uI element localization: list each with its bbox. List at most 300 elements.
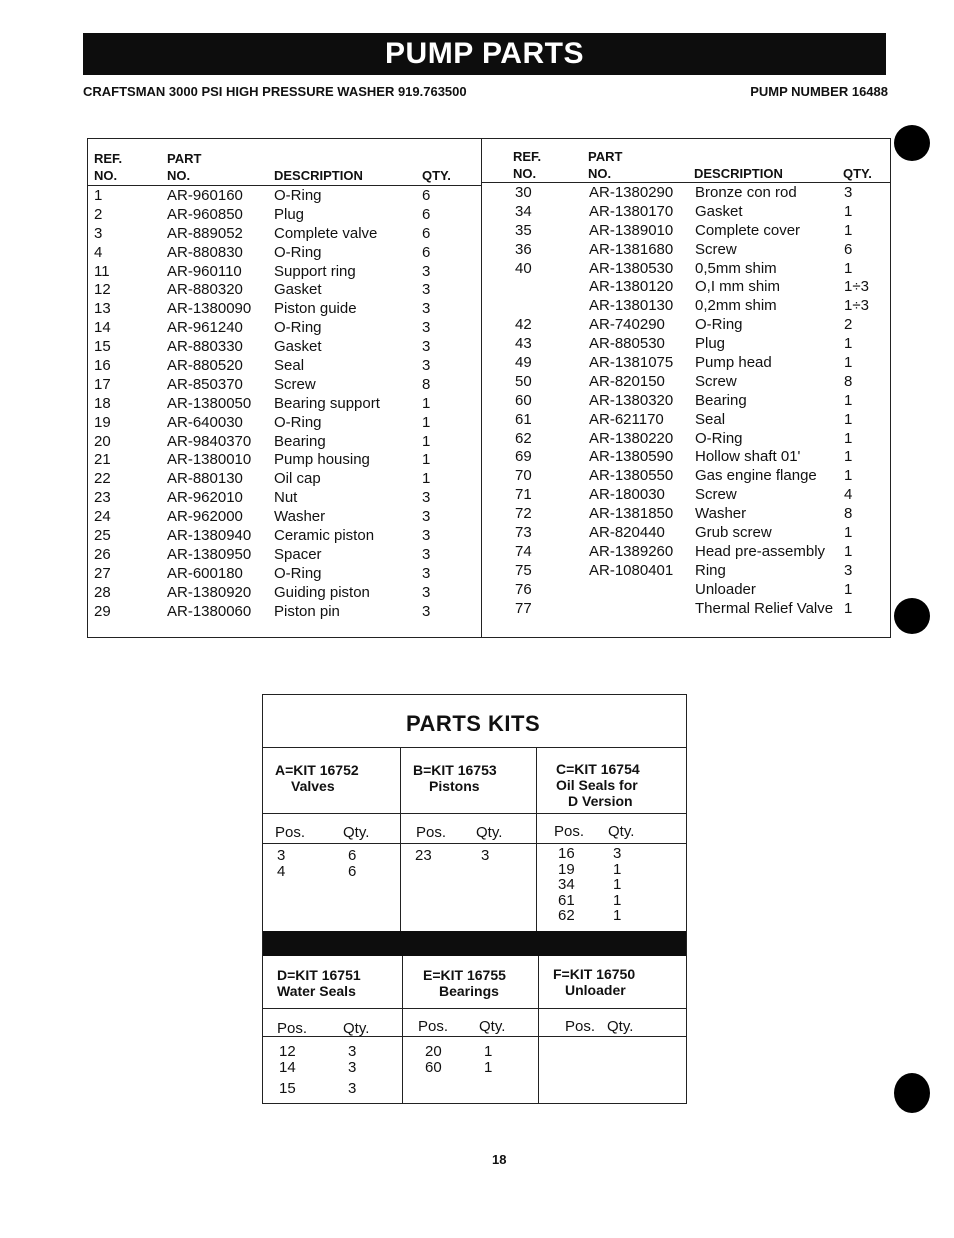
- cell-qty: 6: [422, 243, 431, 261]
- table-row: [88, 187, 481, 206]
- kit-items: [263, 846, 686, 924]
- table-row: [481, 241, 890, 260]
- cell-qty: 1: [844, 467, 853, 485]
- cell-description: Ceramic piston: [274, 527, 375, 545]
- table-row: [481, 297, 890, 316]
- model-subtitle: CRAFTSMAN 3000 PSI HIGH PRESSURE WASHER 919.763500: [83, 84, 467, 99]
- cell-part-no: AR-1380940: [167, 527, 252, 545]
- cell-qty: 3: [422, 489, 431, 507]
- cell-qty: 3: [422, 564, 431, 582]
- cell-qty: 1: [844, 354, 853, 372]
- cell-ref-no: 26: [94, 545, 111, 563]
- cell-part-no: AR-621170: [589, 410, 664, 428]
- cell-qty: 3: [422, 300, 431, 318]
- kit-header-line2: Pistons: [429, 778, 480, 794]
- cell-description: Piston pin: [274, 602, 340, 620]
- pos-qty-header: [263, 823, 686, 841]
- cell-ref-no: 71: [515, 486, 532, 504]
- cell-description: Bearing: [695, 391, 747, 409]
- kit-item-pos: 14: [279, 1058, 296, 1076]
- qty-label: Qty.: [479, 1018, 506, 1035]
- cell-qty: 8: [422, 375, 431, 393]
- kit-item-qty: 1: [484, 1043, 493, 1060]
- table-row: [88, 451, 481, 470]
- cell-part-no: AR-1080401: [589, 561, 674, 579]
- cell-part-no: AR-1380170: [589, 202, 674, 220]
- cell-description: O-Ring: [274, 564, 322, 582]
- kit-item-pos: 15: [279, 1080, 296, 1097]
- cell-description: Bronze con rod: [695, 184, 797, 201]
- kit-header-line3: D Version: [568, 793, 633, 809]
- table-row: [481, 354, 890, 373]
- cell-description: Seal: [274, 357, 305, 375]
- table-row: [481, 260, 890, 279]
- cell-description: O,I mm shim: [695, 278, 780, 296]
- cell-ref-no: 16: [94, 357, 111, 375]
- table-row: [481, 335, 890, 354]
- kit-item-pos: 34: [558, 876, 575, 893]
- table-row: [481, 203, 890, 222]
- cell-qty: 1: [422, 432, 431, 450]
- punch-hole: [894, 1073, 930, 1113]
- cell-ref-no: 11: [94, 262, 110, 280]
- cell-qty: 1: [844, 391, 853, 409]
- cell-part-no: AR-180030: [589, 486, 665, 504]
- cell-qty: 3: [422, 508, 431, 526]
- kit-item-row: [263, 846, 686, 862]
- cell-ref-no: 13: [94, 300, 111, 318]
- cell-part-no: AR-961240: [167, 319, 243, 337]
- kit-item-qty: 1: [613, 907, 622, 924]
- cell-qty: 1: [844, 448, 853, 466]
- cell-part-no: AR-1380050: [167, 394, 252, 412]
- cell-qty: 6: [422, 187, 431, 204]
- cell-qty: 1: [844, 335, 853, 353]
- cell-part-no: AR-850370: [167, 375, 243, 393]
- cell-qty: 3: [422, 319, 431, 337]
- table-row: [88, 565, 481, 584]
- cell-ref-no: 74: [515, 542, 532, 560]
- cell-ref-no: 36: [515, 240, 532, 258]
- kit-items: [263, 1044, 686, 1075]
- table-row: [481, 448, 890, 467]
- cell-ref-no: 22: [94, 470, 111, 488]
- page-number: 18: [492, 1152, 507, 1167]
- cell-ref-no: 77: [515, 599, 532, 617]
- description-header-right: DESCRIPTION: [694, 166, 783, 181]
- table-row: [88, 489, 481, 508]
- kit-item-qty: 3: [613, 845, 622, 862]
- ref-header: REF. NO.: [94, 151, 123, 183]
- qty-label: Qty.: [343, 1020, 370, 1037]
- cell-ref-no: 40: [515, 259, 532, 277]
- parts-kits-box: [262, 694, 687, 1104]
- cell-ref-no: 3: [94, 224, 103, 242]
- cell-ref-no: 20: [94, 432, 111, 450]
- cell-part-no: AR-880530: [589, 335, 665, 353]
- cell-description: Piston guide: [274, 300, 357, 318]
- cell-qty: 1: [844, 429, 853, 447]
- pos-qty-header: [263, 1018, 686, 1036]
- cell-ref-no: 50: [515, 372, 532, 390]
- table-row: [88, 263, 481, 282]
- cell-qty: 1: [844, 599, 853, 617]
- table-row: [481, 411, 890, 430]
- cell-qty: 1: [422, 413, 431, 431]
- cell-qty: 1÷3: [844, 297, 869, 315]
- kit-item-qty: 6: [348, 847, 357, 864]
- cell-description: Head pre-assembly: [695, 542, 826, 560]
- kit-header-line1: C=KIT 16754: [556, 761, 640, 777]
- table-row: [88, 206, 481, 225]
- cell-description: Washer: [695, 505, 747, 523]
- table-row: [481, 486, 890, 505]
- cell-ref-no: 72: [515, 505, 532, 523]
- kit-item-pos: 60: [425, 1058, 442, 1076]
- table-row: [481, 562, 890, 581]
- kit-item-row: [263, 893, 686, 909]
- cell-ref-no: 29: [94, 602, 111, 620]
- ref-header-right: REF. NO.: [513, 149, 542, 181]
- cell-ref-no: 76: [515, 580, 532, 598]
- cell-part-no: AR-1380060: [167, 602, 252, 620]
- cell-ref-no: 1: [94, 187, 103, 204]
- table-row: [88, 414, 481, 433]
- punch-hole: [894, 598, 930, 634]
- cell-qty: 8: [844, 372, 853, 390]
- cell-part-no: AR-880320: [167, 281, 243, 299]
- cell-qty: 1: [844, 202, 853, 220]
- cell-qty: 6: [422, 224, 431, 242]
- cell-part-no: AR-1380090: [167, 300, 252, 318]
- kit-header-line1: D=KIT 16751: [277, 967, 361, 983]
- cell-qty: 2: [844, 316, 853, 334]
- kit-header: [556, 761, 640, 809]
- cell-part-no: AR-960850: [167, 205, 243, 223]
- pos-label: Pos.: [554, 823, 585, 840]
- kit-item-pos: 4: [277, 862, 286, 880]
- cell-description: O-Ring: [274, 243, 322, 261]
- cell-description: Unloader: [695, 580, 756, 598]
- kit-item-pos: 23: [415, 847, 432, 864]
- cell-qty: 3: [422, 602, 431, 620]
- kit-item-qty: 3: [481, 847, 490, 864]
- cell-ref-no: 21: [94, 451, 111, 469]
- kit-item-pos: 3: [277, 847, 286, 864]
- right-parts-list: [481, 184, 890, 618]
- kits-title: PARTS KITS: [406, 711, 541, 736]
- kit-header-line2: Water Seals: [277, 983, 356, 999]
- cell-qty: 1÷3: [844, 278, 869, 296]
- table-row: [481, 543, 890, 562]
- cell-part-no: AR-880830: [167, 243, 243, 261]
- cell-ref-no: 42: [515, 316, 532, 334]
- table-row: [481, 316, 890, 335]
- cell-description: Washer: [274, 508, 326, 526]
- table-row: [481, 505, 890, 524]
- cell-part-no: AR-1380320: [589, 391, 674, 409]
- cell-qty: 1: [422, 394, 431, 412]
- cell-qty: 6: [844, 240, 853, 258]
- table-row: [88, 357, 481, 376]
- cell-part-no: AR-960110: [167, 262, 242, 280]
- cell-part-no: AR-1380130: [589, 297, 674, 315]
- cell-part-no: AR-1380120: [589, 278, 674, 296]
- kit-header: [553, 966, 635, 998]
- cell-part-no: AR-820150: [589, 372, 665, 390]
- qty-label: Qty.: [608, 823, 635, 840]
- kit-item-row: [263, 1060, 686, 1076]
- kit-item-pos: 61: [558, 891, 575, 909]
- cell-qty: 3: [422, 338, 431, 356]
- table-row: [481, 430, 890, 449]
- kit-header-line1: E=KIT 16755: [423, 967, 506, 983]
- cell-qty: 3: [844, 184, 853, 201]
- kit-header: [277, 967, 361, 999]
- table-row: [481, 524, 890, 543]
- description-header: DESCRIPTION: [274, 168, 363, 183]
- cell-ref-no: 30: [515, 184, 532, 201]
- kit-item-qty: 1: [613, 860, 622, 878]
- cell-part-no: AR-880330: [167, 338, 243, 356]
- cell-ref-no: 24: [94, 508, 111, 526]
- cell-qty: 1: [422, 470, 431, 488]
- cell-part-no: AR-1389260: [589, 542, 674, 560]
- cell-description: Complete valve: [274, 224, 378, 242]
- table-row: [88, 584, 481, 603]
- kit-item-qty: 3: [348, 1080, 357, 1097]
- table-row: [88, 300, 481, 319]
- table-row: [481, 581, 890, 600]
- cell-description: 0,5mm shim: [695, 259, 777, 277]
- cell-ref-no: 2: [94, 205, 103, 223]
- cell-qty: 6: [422, 205, 431, 223]
- qty-label: Qty.: [607, 1018, 634, 1035]
- kit-item-pos: 62: [558, 907, 575, 924]
- cell-part-no: AR-1380530: [589, 259, 674, 277]
- cell-ref-no: 12: [94, 281, 111, 299]
- cell-ref-no: 18: [94, 394, 111, 412]
- table-row: [88, 470, 481, 489]
- kit-item-row: [263, 877, 686, 893]
- cell-description: Screw: [695, 372, 737, 390]
- cell-qty: 8: [844, 505, 853, 523]
- cell-description: Ring: [695, 561, 726, 579]
- cell-part-no: AR-1389010: [589, 221, 674, 239]
- table-row: [88, 546, 481, 565]
- cell-ref-no: 43: [515, 335, 532, 353]
- cell-ref-no: 35: [515, 221, 532, 239]
- left-parts-list: [88, 187, 481, 621]
- cell-part-no: AR-962000: [167, 508, 243, 526]
- cell-qty: 1: [844, 524, 853, 542]
- cell-part-no: AR-9840370: [167, 432, 252, 450]
- kit-header: [275, 762, 359, 794]
- cell-part-no: AR-1381850: [589, 505, 674, 523]
- cell-description: Hollow shaft 01': [695, 448, 801, 466]
- cell-part-no: AR-960160: [167, 187, 243, 204]
- page-title: PUMP PARTS: [83, 33, 886, 75]
- cell-qty: 3: [844, 561, 853, 579]
- parts-table: [87, 138, 891, 638]
- cell-description: Nut: [274, 489, 298, 507]
- cell-ref-no: 60: [515, 391, 532, 409]
- kit-header-line1: F=KIT 16750: [553, 966, 636, 982]
- cell-description: Gas engine flange: [695, 467, 817, 485]
- cell-part-no: AR-600180: [167, 564, 243, 582]
- kit-item-qty: 1: [484, 1058, 493, 1076]
- kit-item-qty: 1: [613, 876, 622, 893]
- cell-ref-no: 17: [94, 375, 111, 393]
- kit-header-line2: Valves: [291, 778, 335, 794]
- cell-ref-no: 14: [94, 319, 111, 337]
- cell-part-no: AR-1380220: [589, 429, 674, 447]
- cell-qty: 1: [844, 410, 853, 428]
- cell-ref-no: 27: [94, 564, 111, 582]
- cell-description: Complete cover: [695, 221, 801, 239]
- kit-item-row: [263, 862, 686, 878]
- table-row: [88, 433, 481, 452]
- cell-description: Gasket: [274, 281, 322, 299]
- cell-part-no: AR-1381075: [589, 354, 674, 372]
- part-header-right: PART NO.: [588, 149, 623, 181]
- pos-label: Pos.: [418, 1018, 449, 1035]
- kit-item-pos: 12: [279, 1043, 296, 1060]
- cell-description: Bearing support: [274, 394, 380, 412]
- table-row: [88, 395, 481, 414]
- kit-item-pos: 19: [558, 860, 575, 878]
- pump-number: PUMP NUMBER 16488: [750, 84, 888, 99]
- cell-ref-no: 34: [515, 202, 532, 220]
- cell-part-no: AR-1380950: [167, 545, 252, 563]
- cell-qty: 3: [422, 281, 431, 299]
- table-row: [481, 373, 890, 392]
- part-header: PART NO.: [167, 151, 202, 183]
- table-row: [481, 392, 890, 411]
- cell-part-no: AR-889052: [167, 224, 243, 242]
- cell-qty: 3: [422, 545, 431, 563]
- cell-part-no: AR-962010: [167, 489, 243, 507]
- cell-ref-no: 25: [94, 527, 111, 545]
- cell-description: Plug: [695, 335, 726, 353]
- cell-description: O-Ring: [274, 319, 322, 337]
- cell-description: Support ring: [274, 262, 356, 280]
- cell-description: Screw: [274, 375, 316, 393]
- table-row: [88, 508, 481, 527]
- cell-ref-no: 49: [515, 354, 532, 372]
- cell-qty: 3: [422, 262, 431, 280]
- qty-label: Qty.: [343, 824, 370, 841]
- cell-ref-no: 4: [94, 243, 103, 261]
- table-row: [88, 527, 481, 546]
- cell-ref-no: 23: [94, 489, 111, 507]
- kit-header-line1: B=KIT 16753: [413, 762, 497, 778]
- cell-ref-no: 19: [94, 413, 111, 431]
- kit-item-qty: 1: [613, 891, 622, 909]
- cell-description: 0,2mm shim: [695, 297, 777, 315]
- kit-header-line2: Oil Seals for: [556, 777, 638, 793]
- cell-description: O-Ring: [274, 187, 322, 204]
- kit-header-line2: Bearings: [439, 983, 499, 999]
- cell-part-no: AR-820440: [589, 524, 665, 542]
- cell-part-no: AR-740290: [589, 316, 665, 334]
- table-row: [481, 278, 890, 297]
- kit-header-line1: A=KIT 16752: [275, 762, 359, 778]
- cell-qty: 3: [422, 357, 431, 375]
- cell-description: Grub screw: [695, 524, 772, 542]
- kit-item-qty: 3: [348, 1058, 357, 1076]
- cell-qty: 3: [422, 527, 431, 545]
- cell-qty: 1: [844, 542, 853, 560]
- kit-item-qty: 3: [348, 1043, 357, 1060]
- kit-item-row: [263, 908, 686, 924]
- cell-description: O-Ring: [274, 413, 322, 431]
- table-row: [481, 467, 890, 486]
- cell-description: Screw: [695, 486, 737, 504]
- cell-description: Gasket: [274, 338, 322, 356]
- cell-part-no: AR-1380550: [589, 467, 674, 485]
- cell-description: O-Ring: [695, 316, 743, 334]
- kit-header-line2: Unloader: [565, 982, 626, 998]
- qty-header: QTY.: [422, 168, 451, 183]
- table-row: [88, 376, 481, 395]
- punch-hole: [894, 125, 930, 161]
- cell-ref-no: 75: [515, 561, 532, 579]
- pos-label: Pos.: [565, 1018, 596, 1035]
- cell-qty: 1: [844, 221, 853, 239]
- kit-header: [423, 967, 506, 999]
- cell-description: Gasket: [695, 202, 743, 220]
- kit-item-row: [263, 1081, 686, 1097]
- table-row: [481, 600, 890, 619]
- table-row: [481, 222, 890, 241]
- cell-qty: 1: [844, 259, 853, 277]
- cell-description: Screw: [695, 240, 737, 258]
- qty-header-right: QTY.: [843, 166, 872, 181]
- cell-description: Seal: [695, 410, 726, 428]
- cell-description: Bearing: [274, 432, 326, 450]
- cell-ref-no: 15: [94, 338, 111, 356]
- kit-item-qty: 6: [348, 862, 357, 880]
- pos-label: Pos.: [277, 1020, 308, 1037]
- cell-ref-no: 73: [515, 524, 532, 542]
- table-row: [88, 319, 481, 338]
- cell-description: Pump housing: [274, 451, 370, 469]
- cell-description: Spacer: [274, 545, 322, 563]
- kit-header: [413, 762, 497, 794]
- cell-qty: 1: [422, 451, 431, 469]
- cell-part-no: AR-1380590: [589, 448, 674, 466]
- kit-item-pos: 20: [425, 1043, 442, 1060]
- table-row: [88, 244, 481, 263]
- cell-qty: 4: [844, 486, 853, 504]
- kit-item-row: [263, 1044, 686, 1060]
- cell-ref-no: 70: [515, 467, 532, 485]
- cell-ref-no: 61: [515, 410, 532, 428]
- cell-part-no: AR-1380920: [167, 583, 252, 601]
- cell-part-no: AR-1381680: [589, 240, 674, 258]
- cell-part-no: AR-640030: [167, 413, 243, 431]
- cell-part-no: AR-880130: [167, 470, 243, 488]
- table-row: [88, 603, 481, 622]
- cell-description: Plug: [274, 205, 305, 223]
- pos-label: Pos.: [275, 824, 306, 841]
- table-row: [88, 281, 481, 300]
- cell-description: Guiding piston: [274, 583, 370, 601]
- table-row: [88, 338, 481, 357]
- cell-qty: 3: [422, 583, 431, 601]
- cell-description: O-Ring: [695, 429, 743, 447]
